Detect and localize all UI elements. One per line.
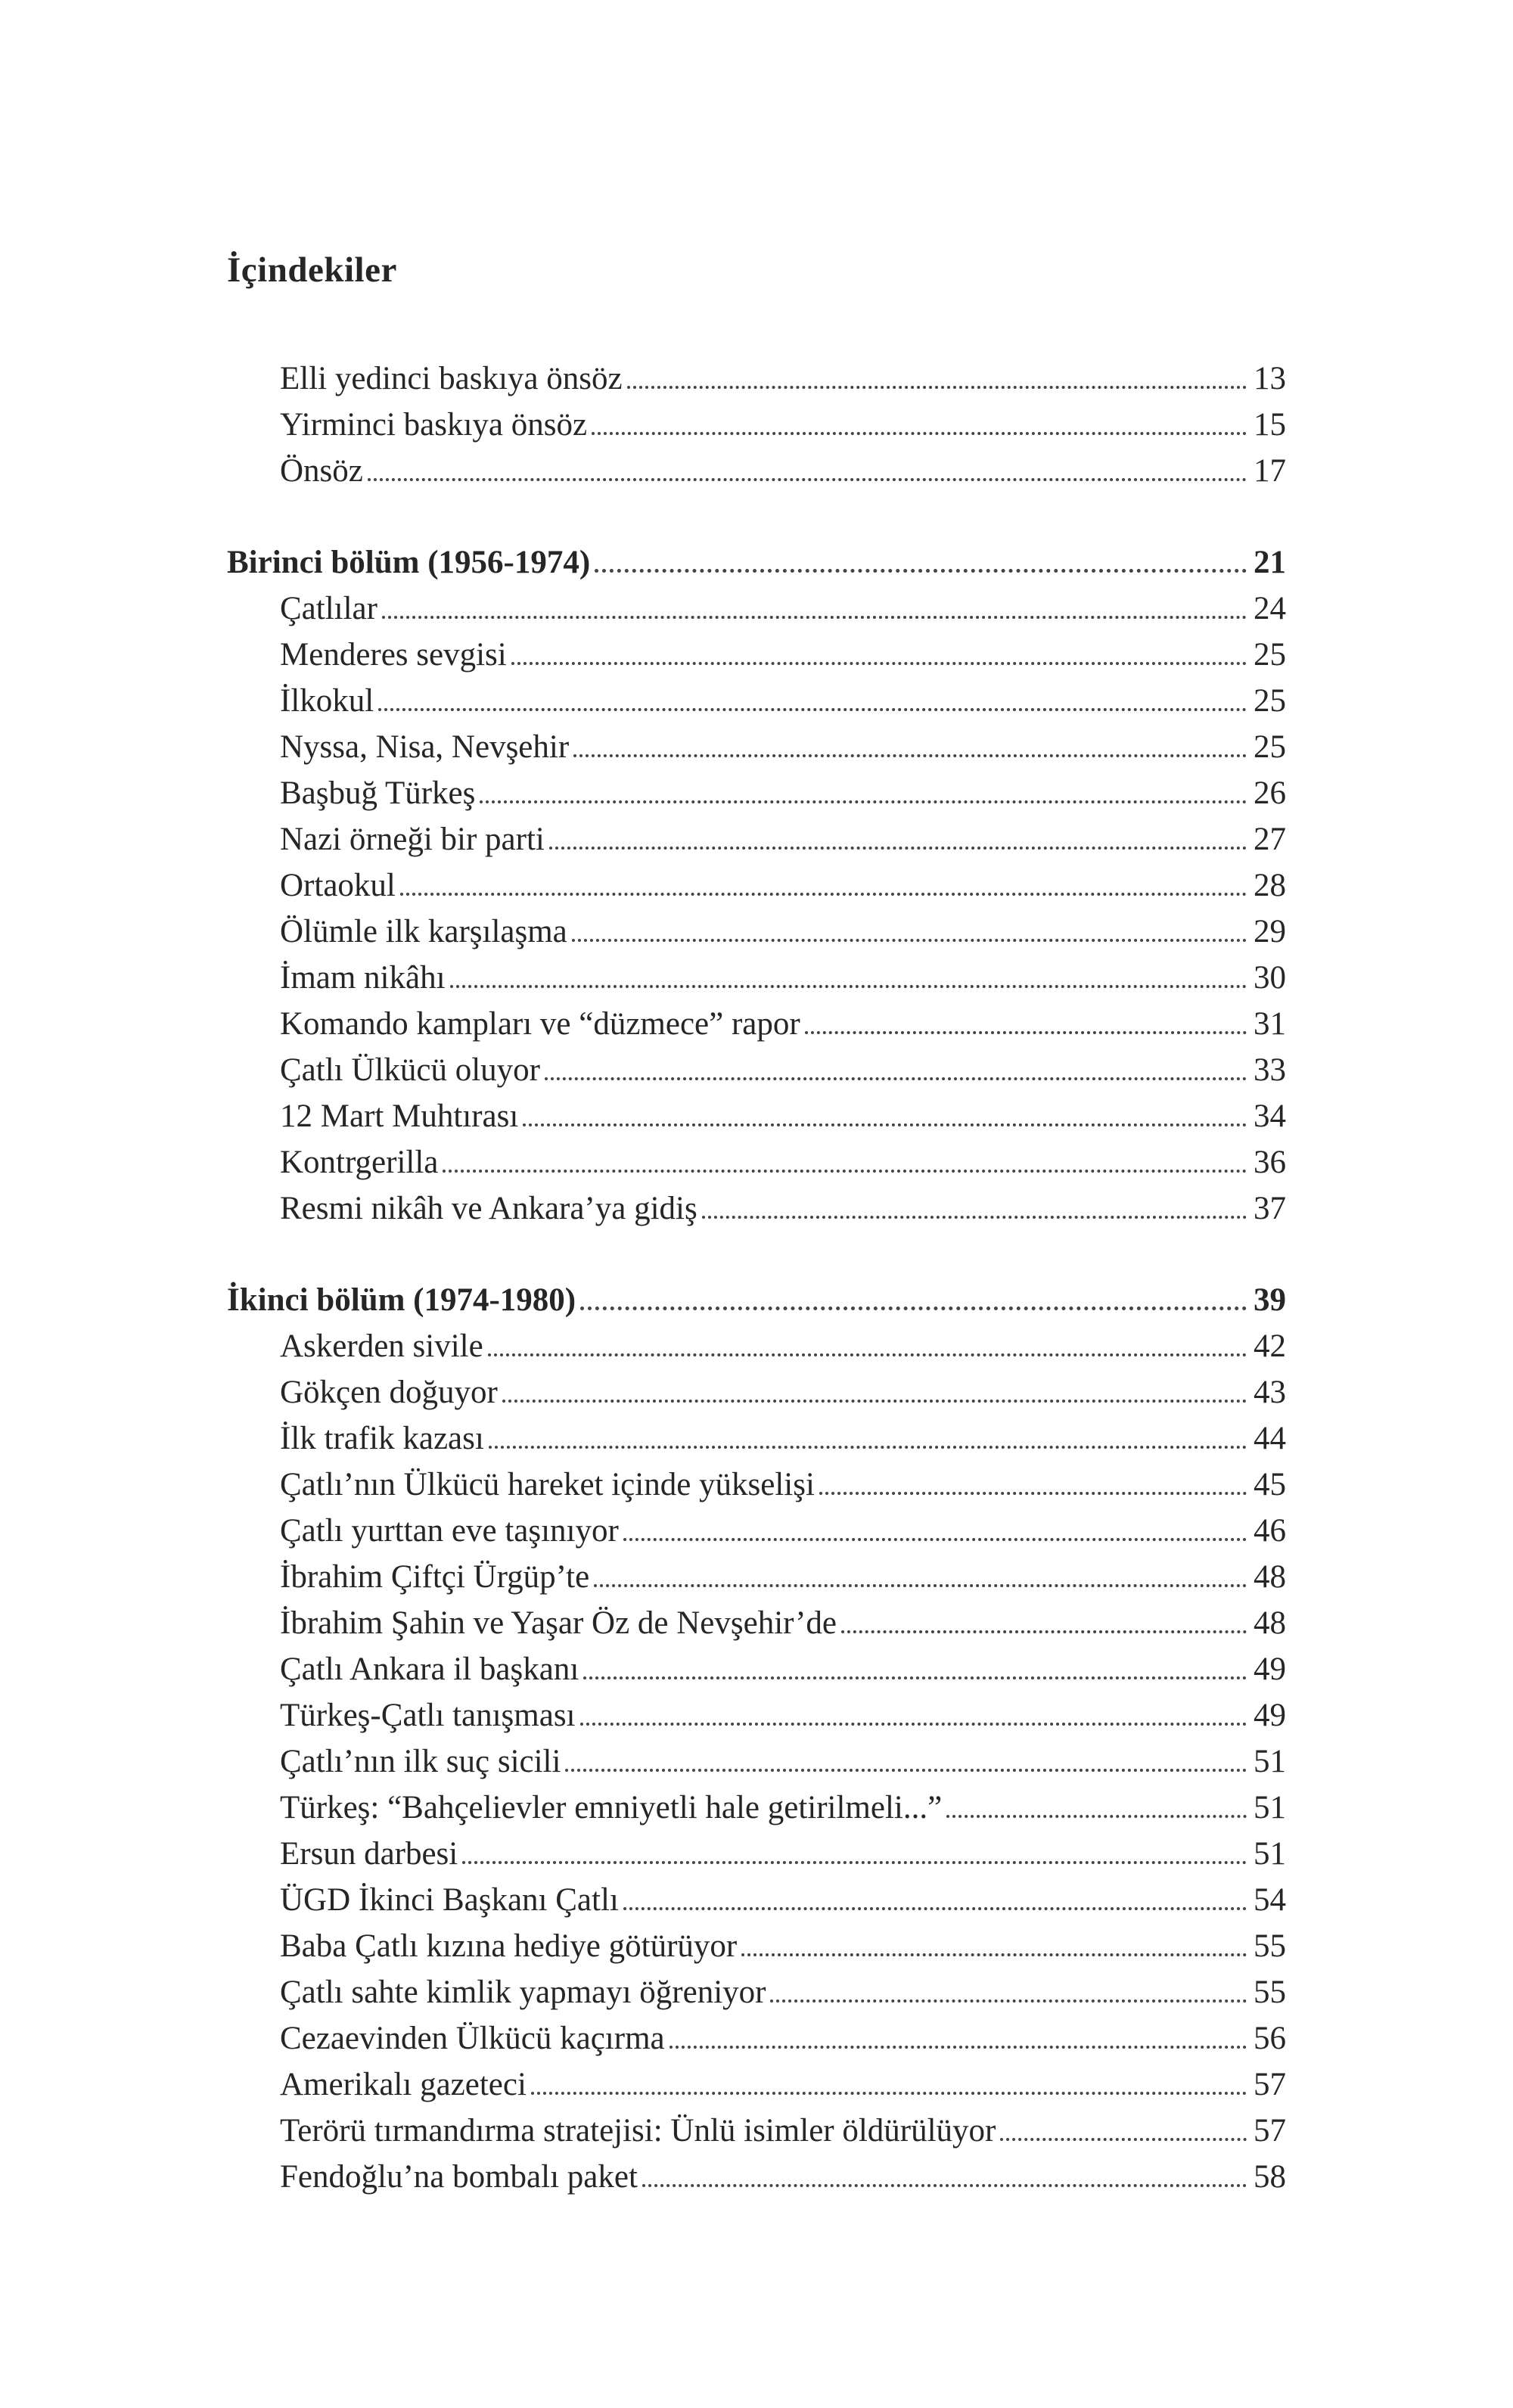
dot-leader (670, 2015, 1247, 2062)
toc-entry-page-number: 51 (1254, 1836, 1286, 1872)
toc-entry-title: Ölümle ilk karşılaşma (280, 914, 567, 949)
toc-entry[interactable] (227, 909, 1286, 955)
toc-entry-title: Çatlı sahte kimlik yapmayı öğreniyor (280, 1975, 766, 2010)
toc-entry-page-number: 29 (1254, 914, 1286, 949)
toc-entry-page-number: 44 (1254, 1421, 1286, 1456)
toc-entry[interactable] (227, 1047, 1286, 1093)
dot-leader (770, 1969, 1247, 2015)
toc-entry-title: Askerden sivile (280, 1328, 483, 1364)
toc-entry-title: Ersun darbesi (280, 1836, 458, 1872)
toc-entry-page-number: 13 (1254, 361, 1286, 396)
toc-entry[interactable] (227, 1692, 1286, 1738)
toc-entry[interactable] (227, 1139, 1286, 1185)
dot-leader (462, 1831, 1247, 1877)
chapter-page-number: 39 (1254, 1282, 1286, 1318)
toc-entry-page-number: 49 (1254, 1651, 1286, 1687)
toc-entry-page-number: 27 (1254, 822, 1286, 857)
dot-leader (480, 770, 1247, 816)
toc-entry-page-number: 55 (1254, 1975, 1286, 2010)
dot-leader (450, 955, 1247, 1001)
toc-entry-title: ÜGD İkinci Başkanı Çatlı (280, 1882, 619, 1918)
toc-entry-title: İlkokul (280, 683, 374, 719)
toc-entry[interactable] (227, 632, 1286, 678)
toc-entry[interactable] (227, 1785, 1286, 1831)
toc-entry-page-number: 24 (1254, 591, 1286, 626)
toc-entry[interactable] (227, 1185, 1286, 1232)
toc-entry-title: 12 Mart Muhtırası (280, 1098, 519, 1134)
dot-leader (1000, 2108, 1247, 2154)
toc-entry-title: Çatlı’nın ilk suç sicili (280, 1744, 561, 1779)
dot-leader (642, 2154, 1247, 2200)
toc-entry-title: İlk trafik kazası (280, 1421, 484, 1456)
toc-entry[interactable] (227, 2154, 1286, 2200)
toc-entry-title: Çatlı Ankara il başkanı (280, 1651, 579, 1687)
toc-entry-title: Çatlılar (280, 591, 377, 626)
toc-entry-page-number: 37 (1254, 1191, 1286, 1226)
chapter-title: Birinci bölüm (1956-1974) (227, 545, 591, 580)
toc-entry-page-number: 43 (1254, 1375, 1286, 1410)
toc-entry-title: Elli yedinci baskıya önsöz (280, 361, 623, 396)
toc-entry-title: Başbuğ Türkeş (280, 775, 476, 811)
dot-leader (502, 1369, 1247, 1415)
toc-entry-title: İmam nikâhı (280, 960, 446, 996)
toc-entry-title: Çatlı’nın Ülkücü hareket içinde yükselişi (280, 1467, 815, 1502)
dot-leader (580, 1692, 1247, 1738)
dot-leader (565, 1738, 1247, 1785)
toc-entry[interactable] (227, 678, 1286, 724)
toc-entry-title: Komando kampları ve “düzmece” rapor (280, 1006, 800, 1042)
toc-entry-title: Amerikalı gazeteci (280, 2067, 527, 2102)
toc-entry-page-number: 57 (1254, 2113, 1286, 2149)
toc-entry-title: Önsöz (280, 453, 363, 489)
dot-leader (545, 1047, 1247, 1093)
toc-entry[interactable] (227, 1415, 1286, 1462)
dot-leader (443, 1139, 1247, 1185)
toc-entry[interactable] (227, 1923, 1286, 1969)
dot-leader (531, 2062, 1247, 2108)
chapter-heading[interactable] (227, 539, 1286, 586)
toc-entry[interactable] (227, 1877, 1286, 1923)
dot-leader (595, 539, 1247, 586)
toc-entry[interactable] (227, 1600, 1286, 1646)
dot-leader (368, 448, 1247, 494)
dot-leader (523, 1093, 1247, 1139)
toc-entry-page-number: 31 (1254, 1006, 1286, 1042)
toc-entry[interactable] (227, 1001, 1286, 1047)
dot-leader (627, 356, 1247, 402)
toc-entry[interactable] (227, 1831, 1286, 1877)
toc-entry[interactable] (227, 1646, 1286, 1692)
dot-leader (594, 1554, 1247, 1600)
dot-leader (488, 1323, 1247, 1369)
toc-entry[interactable] (227, 448, 1286, 494)
chapter-title: İkinci bölüm (1974-1980) (227, 1282, 576, 1318)
toc-entry-page-number: 25 (1254, 637, 1286, 673)
toc-entry[interactable] (227, 2108, 1286, 2154)
dot-leader (580, 1277, 1247, 1323)
dot-leader (583, 1646, 1247, 1692)
toc-entry[interactable] (227, 2062, 1286, 2108)
dot-leader (549, 816, 1247, 862)
toc-entry-page-number: 34 (1254, 1098, 1286, 1134)
toc-entry[interactable] (227, 1323, 1286, 1369)
toc-entry-page-number: 48 (1254, 1605, 1286, 1641)
toc-entry-title: Yirminci baskıya önsöz (280, 407, 588, 443)
toc-entry[interactable] (227, 724, 1286, 770)
toc-entry-page-number: 51 (1254, 1790, 1286, 1825)
toc-entry[interactable] (227, 1508, 1286, 1554)
toc-entry-title: Nyssa, Nisa, Nevşehir (280, 729, 570, 765)
chapter-heading[interactable] (227, 1277, 1286, 1323)
toc-entry-title: Gökçen doğuyor (280, 1375, 498, 1410)
dot-leader (592, 402, 1247, 448)
toc-entry[interactable] (227, 402, 1286, 448)
chapter-page-number: 21 (1254, 545, 1286, 580)
toc-entry[interactable] (227, 816, 1286, 862)
toc-entry[interactable] (227, 1462, 1286, 1508)
toc-entry[interactable] (227, 862, 1286, 909)
toc-entry-title: Menderes sevgisi (280, 637, 507, 673)
toc-entry[interactable] (227, 955, 1286, 1001)
toc-entry-title: Türkeş-Çatlı tanışması (280, 1698, 576, 1733)
toc-entry-page-number: 57 (1254, 2067, 1286, 2102)
dot-leader (572, 909, 1247, 955)
dot-leader (623, 1877, 1247, 1923)
dot-leader (946, 1785, 1247, 1831)
table-of-contents (227, 356, 1286, 2200)
toc-entry-page-number: 36 (1254, 1145, 1286, 1180)
dot-leader (819, 1462, 1247, 1508)
toc-entry[interactable] (227, 770, 1286, 816)
toc-entry-page-number: 26 (1254, 775, 1286, 811)
toc-entry-title: Fendoğlu’na bombalı paket (280, 2159, 638, 2195)
toc-entry[interactable] (227, 1738, 1286, 1785)
dot-leader (741, 1923, 1247, 1969)
toc-entry-title: Terörü tırmandırma stratejisi: Ünlü isimler öldürülüyor (280, 2113, 996, 2149)
toc-entry-title: Ortaokul (280, 868, 396, 903)
toc-entry[interactable] (227, 2015, 1286, 2062)
dot-leader (841, 1600, 1247, 1646)
chapter-entries (227, 586, 1286, 1232)
dot-leader (400, 862, 1247, 909)
toc-entry[interactable] (227, 1369, 1286, 1415)
toc-entry-page-number: 33 (1254, 1052, 1286, 1088)
toc-entry-title: Çatlı yurttan eve taşınıyor (280, 1513, 619, 1549)
toc-entry-page-number: 46 (1254, 1513, 1286, 1549)
dot-leader (511, 632, 1247, 678)
toc-entry-page-number: 51 (1254, 1744, 1286, 1779)
dot-leader (382, 586, 1247, 632)
toc-heading: İçindekiler (227, 250, 397, 290)
dot-leader (573, 724, 1247, 770)
toc-entry-page-number: 25 (1254, 729, 1286, 765)
toc-entry[interactable] (227, 356, 1286, 402)
toc-entry[interactable] (227, 1554, 1286, 1600)
toc-entry-page-number: 30 (1254, 960, 1286, 996)
dot-leader (702, 1185, 1247, 1232)
toc-entry-page-number: 45 (1254, 1467, 1286, 1502)
toc-entry-title: Türkeş: “Bahçelievler emniyetli hale getirilmeli...” (280, 1790, 943, 1825)
toc-entry-title: Baba Çatlı kızına hediye götürüyor (280, 1928, 738, 1964)
toc-entry-page-number: 48 (1254, 1559, 1286, 1595)
toc-entry-page-number: 17 (1254, 453, 1286, 489)
toc-entry-page-number: 49 (1254, 1698, 1286, 1733)
toc-entry-page-number: 25 (1254, 683, 1286, 719)
toc-entry-page-number: 54 (1254, 1882, 1286, 1918)
toc-entry-page-number: 56 (1254, 2021, 1286, 2056)
chapter-entries (227, 1323, 1286, 2200)
dot-leader (623, 1508, 1247, 1554)
toc-entry-title: Kontrgerilla (280, 1145, 439, 1180)
dot-leader (489, 1415, 1247, 1462)
toc-entry[interactable] (227, 1093, 1286, 1139)
toc-entry-title: Çatlı Ülkücü oluyor (280, 1052, 540, 1088)
toc-entry-page-number: 55 (1254, 1928, 1286, 1964)
toc-entry-title: Nazi örneği bir parti (280, 822, 545, 857)
front-matter-list (227, 356, 1286, 494)
dot-leader (805, 1001, 1247, 1047)
toc-entry-title: Cezaevinden Ülkücü kaçırma (280, 2021, 665, 2056)
toc-entry-page-number: 15 (1254, 407, 1286, 443)
toc-entry-title: İbrahim Şahin ve Yaşar Öz de Nevşehir’de (280, 1605, 837, 1641)
toc-entry-page-number: 42 (1254, 1328, 1286, 1364)
toc-entry[interactable] (227, 1969, 1286, 2015)
toc-entry-title: Resmi nikâh ve Ankara’ya gidiş (280, 1191, 697, 1226)
toc-entry-page-number: 28 (1254, 868, 1286, 903)
toc-entry-title: İbrahim Çiftçi Ürgüp’te (280, 1559, 590, 1595)
dot-leader (378, 678, 1247, 724)
toc-entry[interactable] (227, 586, 1286, 632)
toc-entry-page-number: 58 (1254, 2159, 1286, 2195)
